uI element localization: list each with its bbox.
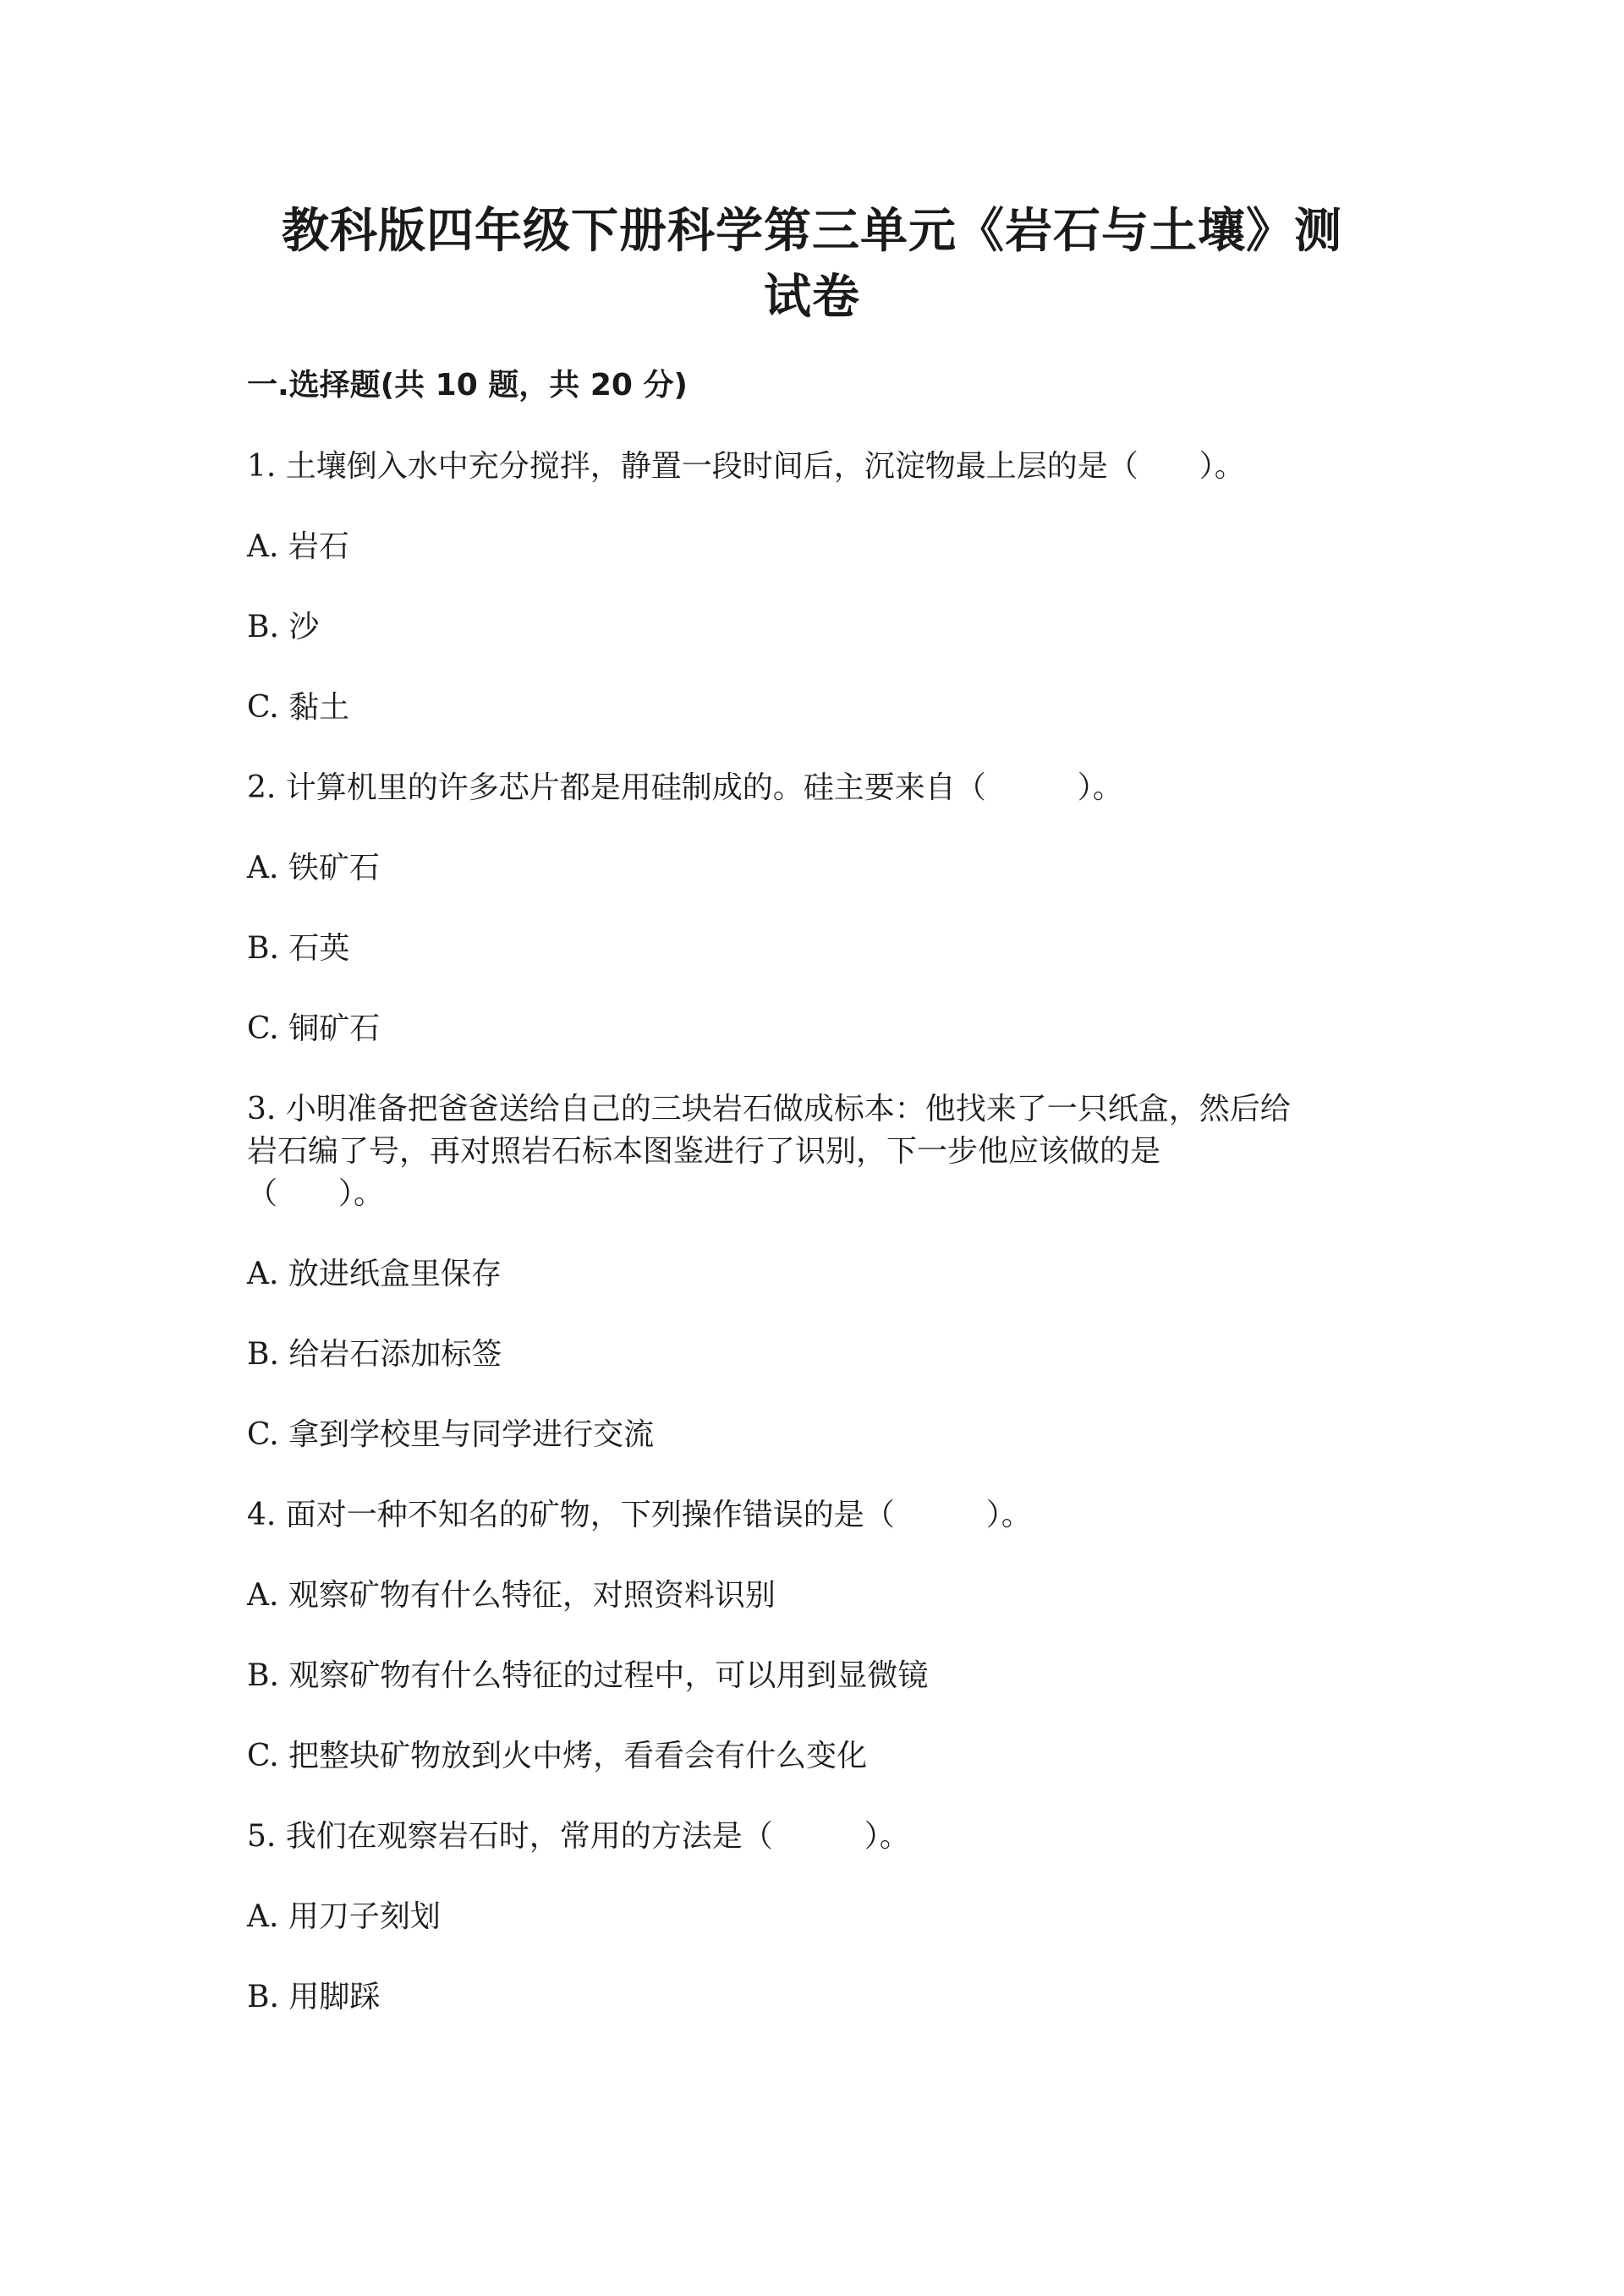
- question-1-stem: 1. 土壤倒入水中充分搅拌，静置一段时间后，沉淀物最上层的是（ ）。: [247, 449, 1245, 484]
- question-5-stem: 5. 我们在观察岩石时，常用的方法是（ ）。: [247, 1819, 910, 1854]
- section-heading: 一.选择题(共 10 题，共 20 分): [247, 368, 688, 403]
- question-2-option-c: C. 铜矿石: [247, 1011, 381, 1046]
- question-2-stem: 2. 计算机里的许多芯片都是用硅制成的。硅主要来自（ ）。: [247, 770, 1123, 805]
- question-1-option-a: A. 岩石: [247, 529, 349, 564]
- question-2-option-a: A. 铁矿石: [247, 851, 380, 885]
- question-3-stem-line-3: （ ）。: [247, 1176, 385, 1211]
- question-3-option-c: C. 拿到学校里与同学进行交流: [247, 1417, 655, 1452]
- question-4-option-c: C. 把整块矿物放到火中烤，看看会有什么变化: [247, 1739, 868, 1773]
- question-1-option-c: C. 黏土: [247, 690, 350, 725]
- question-3-option-b: B. 给岩石添加标签: [247, 1337, 502, 1372]
- question-5-option-a: A. 用刀子刻划: [247, 1899, 441, 1934]
- question-3-stem-line-2: 岩石编了号，再对照岩石标本图鉴进行了识别，下一步他应该做的是: [247, 1134, 1161, 1169]
- question-3-option-a: A. 放进纸盒里保存: [247, 1257, 502, 1291]
- question-2-option-b: B. 石英: [247, 931, 350, 966]
- question-4-option-a: A. 观察矿物有什么特征，对照资料识别: [247, 1578, 776, 1613]
- question-5-option-b: B. 用脚踩: [247, 1980, 381, 2014]
- question-4-stem: 4. 面对一种不知名的矿物，下列操作错误的是（ ）。: [247, 1498, 1032, 1532]
- page-title: 教科版四年级下册科学第三单元《岩石与土壤》测: [282, 204, 1342, 259]
- page-title-continued: 试卷: [764, 270, 860, 325]
- question-4-option-b: B. 观察矿物有什么特征的过程中，可以用到显微镜: [247, 1658, 929, 1693]
- question-3-stem-line-1: 3. 小明准备把爸爸送给自己的三块岩石做成标本：他找来了一只纸盒，然后给: [247, 1092, 1291, 1126]
- question-1-option-b: B. 沙: [247, 610, 320, 644]
